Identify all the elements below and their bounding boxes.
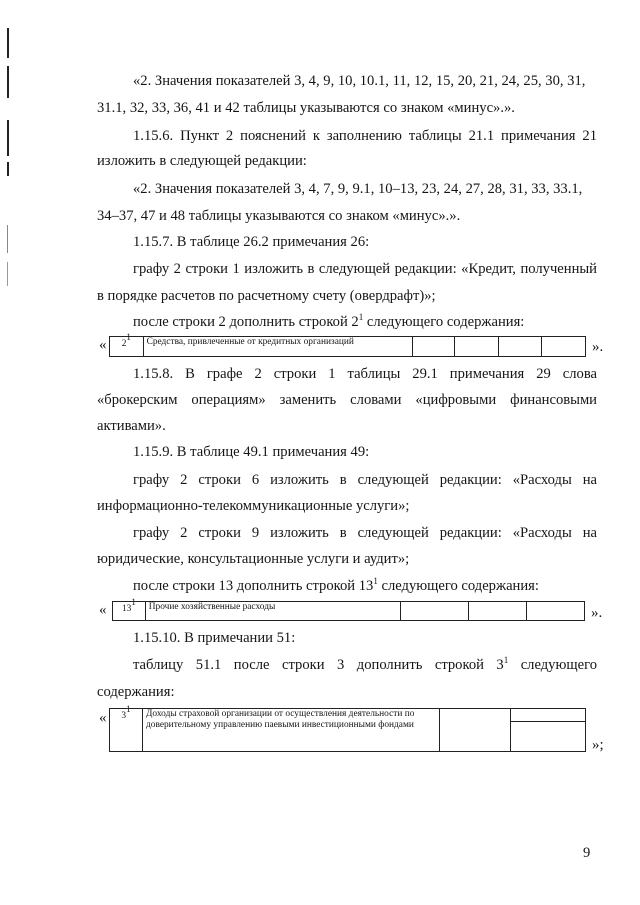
paragraph bbox=[133, 656, 597, 674]
text: следующего bbox=[508, 657, 598, 673]
text: следующего содержания: bbox=[363, 314, 525, 330]
paragraph: «2. Значения показателей 3, 4, 9, 10, 10.1, 11, 12, 15, 20, 21, 24, 25, 30, 31, bbox=[133, 73, 586, 89]
text: после строки 13 дополнить строкой 13 bbox=[133, 578, 374, 594]
margin-bar bbox=[7, 162, 9, 176]
paragraph bbox=[133, 577, 597, 595]
paragraph: 1.15.8. В графе 2 строки 1 таблицы 29.1 примечания 29 слова bbox=[133, 366, 597, 382]
paragraph: «брокерским операциям» заменить словами «цифровыми финансовыми bbox=[97, 392, 597, 408]
superscript: 1 bbox=[126, 704, 131, 714]
paragraph: 1.15.7. В таблице 26.2 примечания 26: bbox=[133, 234, 370, 250]
row-number bbox=[110, 332, 144, 357]
margin-bar bbox=[7, 225, 8, 253]
empty-cell bbox=[440, 709, 511, 752]
quote-close: ». bbox=[591, 605, 603, 621]
row-number-text: 3 bbox=[121, 711, 127, 721]
paragraph: графу 2 строки 1 изложить в следующей редакции: «Кредит, полученный bbox=[133, 261, 597, 277]
page-number: 9 bbox=[583, 845, 591, 861]
margin-bar bbox=[7, 120, 9, 156]
paragraph: 1.15.9. В таблице 49.1 примечания 49: bbox=[133, 444, 370, 460]
text: следующего содержания: bbox=[377, 578, 539, 594]
paragraph: 31.1, 32, 33, 36, 41 и 42 таблицы указываются со знаком «минус».». bbox=[97, 100, 515, 116]
empty-cell bbox=[468, 602, 526, 621]
row-number-text: 13 bbox=[121, 604, 132, 614]
paragraph: содержания: bbox=[97, 684, 175, 700]
superscript: 1 bbox=[373, 576, 378, 586]
superscript: 1 bbox=[503, 655, 509, 665]
table-insert bbox=[109, 332, 586, 357]
superscript: 1 bbox=[131, 597, 136, 607]
quote-open: « bbox=[99, 602, 107, 618]
row-number-text: 2 bbox=[121, 339, 127, 349]
margin-bar bbox=[7, 66, 9, 98]
empty-cell bbox=[542, 337, 586, 357]
margin-bar bbox=[7, 262, 8, 286]
empty-cell bbox=[401, 602, 469, 621]
quote-close: »; bbox=[592, 737, 604, 753]
row-number bbox=[113, 597, 146, 621]
paragraph: графу 2 строки 6 изложить в следующей редакции: «Расходы на bbox=[133, 472, 597, 488]
table-insert bbox=[109, 704, 586, 752]
paragraph: изложить в следующей редакции: bbox=[97, 153, 307, 169]
paragraph: 1.15.6. Пункт 2 пояснений к заполнению таблицы 21.1 примечания 21 bbox=[133, 128, 597, 144]
text: после строки 2 дополнить строкой 2 bbox=[133, 314, 359, 330]
paragraph: в порядке расчетов по расчетному счету (овердрафт)»; bbox=[97, 288, 436, 304]
paragraph: 1.15.10. В примечании 51: bbox=[133, 630, 296, 646]
margin-bar bbox=[7, 28, 9, 58]
text: таблицу 51.1 после строки 3 дополнить строкой 3 bbox=[133, 657, 504, 673]
superscript: 1 bbox=[358, 312, 364, 322]
quote-open: « bbox=[99, 710, 107, 726]
paragraph: графу 2 строки 9 изложить в следующей редакции: «Расходы на bbox=[133, 525, 597, 541]
row-name: Доходы страховой организации от осуществления деятельности по доверительному управлению паевыми инвестиционными фондами bbox=[143, 709, 440, 752]
empty-cell bbox=[511, 722, 586, 752]
paragraph: 34–37, 47 и 48 таблицы указываются со знаком «минус».». bbox=[97, 208, 461, 224]
row-name: Средства, привлеченные от кредитных организаций bbox=[143, 337, 413, 357]
quote-close: ». bbox=[592, 339, 604, 355]
paragraph: информационно-телекоммуникационные услуги»; bbox=[97, 498, 410, 514]
row-name: Прочие хозяйственные расходы bbox=[145, 602, 400, 621]
table-insert bbox=[112, 597, 585, 621]
paragraph: активами». bbox=[97, 418, 166, 434]
superscript: 1 bbox=[126, 332, 131, 342]
empty-cell bbox=[526, 602, 584, 621]
paragraph: юридические, консультационные услуги и аудит»; bbox=[97, 551, 410, 567]
paragraph: «2. Значения показателей 3, 4, 7, 9, 9.1, 10–13, 23, 24, 27, 28, 31, 33, 33.1, bbox=[133, 181, 583, 197]
empty-cell bbox=[413, 337, 455, 357]
empty-cell bbox=[498, 337, 542, 357]
empty-cell bbox=[511, 709, 586, 722]
paragraph bbox=[133, 313, 597, 331]
empty-cell bbox=[454, 337, 498, 357]
row-number bbox=[110, 704, 143, 752]
quote-open: « bbox=[99, 337, 107, 353]
